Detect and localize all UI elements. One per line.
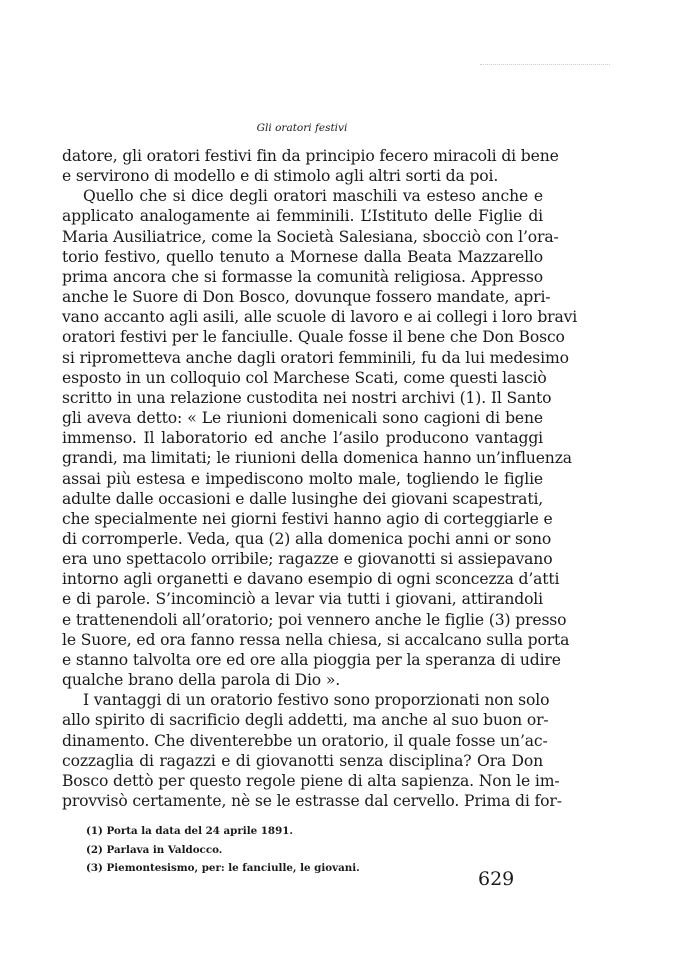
text-line: scritto in una relazione custodita nei nostri archivi (1). Il Santo [62, 388, 552, 407]
text-line: Quello che si dice degli oratori maschili va esteso anche e [83, 187, 543, 206]
footnotes [86, 822, 360, 878]
text-line: qualche brano della parola di Dio ». [62, 671, 341, 690]
text-line: esposto in un colloquio col Marchese Scati, come questi lasciò [62, 368, 547, 387]
text-line: e trattenendoli all’oratorio; poi vennero anche le figlie (3) presso [62, 610, 567, 629]
text-line: provvisò certamente, nè se le estrasse dal cervello. Prima di for- [62, 792, 562, 810]
text-line: dinamento. Che diventerebbe un oratorio, il quale fosse un’ac- [62, 731, 548, 750]
text-line: assai più estesa e impediscono molto male, togliendo le figlie [62, 469, 543, 488]
text-line: I vantaggi di un oratorio festivo sono proporzionati non solo [83, 691, 550, 710]
text-line: e di parole. S’incominciò a levar via tutti i giovani, attirandoli [62, 590, 543, 609]
text-line: intorno agli organetti e davano esempio di ogni sconcezza d’atti [62, 570, 560, 589]
text-line: allo spirito di sacrificio degli addetti, ma anche al suo buon or- [62, 711, 549, 730]
text-line: Maria Ausiliatrice, come la Società Salesiana, sbocciò con l’ora- [62, 227, 559, 246]
text-line: immenso. Il laboratorio ed anche l’asilo producono vantaggi [62, 429, 543, 448]
text-line: vano accanto agli asili, alle scuole di lavoro e ai collegi i loro bravi [62, 308, 578, 327]
text-line: oratori festivi per le fanciulle. Quale fosse il bene che Don Bosco [62, 328, 565, 347]
text-line: e stanno talvolta ore ed ore alla pioggia per la speranza di udire [62, 650, 561, 669]
text-line: datore, gli oratori festivi fin da principio fecero miracoli di bene [62, 147, 559, 165]
text-line: Bosco dettò per questo regole piene di alta sapienza. Non le im- [62, 771, 560, 790]
running-header: Gli oratori festivi [256, 122, 348, 134]
text-line: adulte dalle occasioni e dalle lusinghe dei giovani scapestrati, [62, 489, 544, 508]
text-line: e servirono di modello e di stimolo agli altri sorti da poi. [62, 167, 499, 186]
text-line: prima ancora che si formasse la comunità religiosa. Appresso [62, 267, 543, 286]
footnote: (2) Parlava in Valdocco. [86, 843, 223, 856]
scan-artifact [480, 64, 610, 65]
text-line: che specialmente nei giorni festivi hanno agio di corteggiarle e [62, 509, 553, 528]
text-line: torio festivo, quello tenuto a Mornese dalla Beata Mazzarello [62, 247, 543, 266]
text-line: gli aveva detto: « Le riunioni domenicali sono cagioni di bene [62, 409, 543, 428]
text-line: di corromperle. Veda, qua (2) alla domenica pochi anni or sono [62, 529, 552, 548]
text-line: cozzaglia di ragazzi e di giovanotti senza disciplina? Ora Don [62, 751, 543, 770]
text-line: era uno spettacolo orribile; ragazze e giovanotti si assiepavano [62, 550, 553, 569]
footnote: (1) Porta la data del 24 aprile 1891. [86, 825, 293, 837]
page-number: 629 [478, 868, 515, 890]
text-line: si riprometteva anche dagli oratori femminili, fu da lui medesimo [62, 348, 569, 367]
text-line: anche le Suore di Don Bosco, dovunque fossero mandate, apri- [62, 288, 551, 307]
text-line: le Suore, ed ora fanno ressa nella chiesa, si accalcano sulla porta [62, 630, 570, 649]
body-text [62, 146, 578, 811]
text-line: grandi, ma limitati; le riunioni della domenica hanno un’influenza [62, 449, 572, 468]
footnote: (3) Piemontesismo, per: le fanciulle, le giovani. [86, 862, 360, 874]
text-line: applicato analogamente ai femminili. L’Istituto delle Figlie di [62, 207, 543, 226]
